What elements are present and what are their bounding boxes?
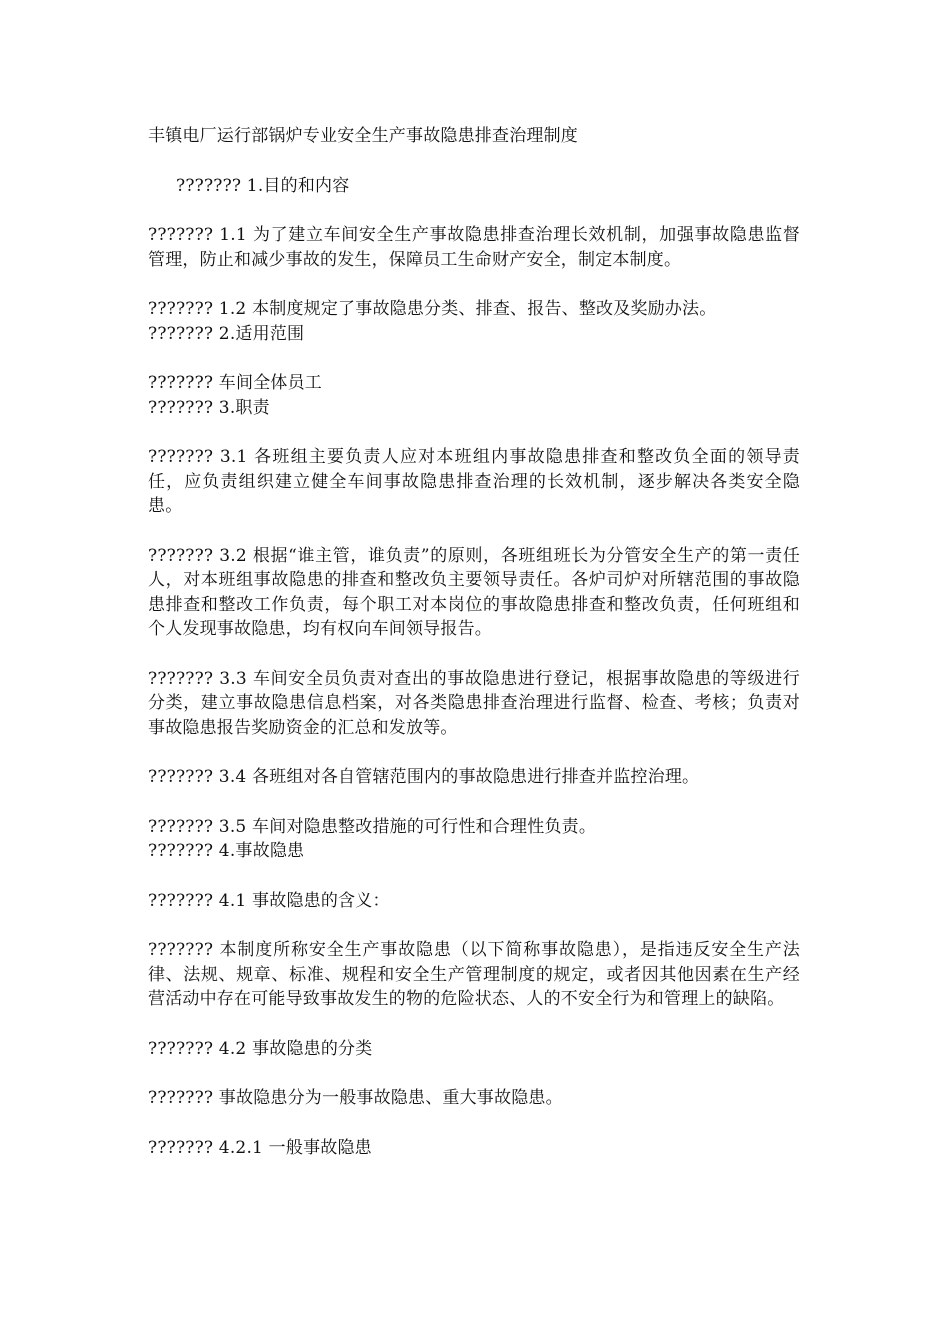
section-heading-1: ??????? 1.目的和内容 [176,175,350,196]
paragraph-4-2-classes: ??????? 事故隐患分为一般事故隐患、重大事故隐患。 [148,1088,563,1108]
paragraph-3-5: ??????? 3.5 车间对隐患整改措施的可行性和合理性负责。 [148,816,597,837]
paragraph-3-1: ??????? 3.1 各班组主要负责人应对本班组内事故隐患排查和整改负全面的领导责任，应负责组织建立健全车间事故隐患排查治理的长效机制，逐步解决各类安全隐患。 [148,447,800,516]
document-title: 丰镇电厂运行部锅炉专业安全生产事故隐患排查治理制度 [148,126,578,146]
section-heading-4: ??????? 4.事故隐患 [148,841,305,861]
paragraph-4-1: ??????? 4.1 事故隐患的含义： [148,890,390,911]
paragraph-4-2-1: ??????? 4.2.1 一般事故隐患 [148,1137,372,1158]
paragraph-1-2: ??????? 1.2 本制度规定了事故隐患分类、排查、报告、整改及奖励办法。 [148,299,717,319]
paragraph-4-1-definition: ??????? 本制度所称安全生产事故隐患（以下简称事故隐患），是指违反安全生产法律、法规、规章、标准、规程和安全生产管理制度的规定，或者因其他因素在生产经营活动中存在可能导致事故发生的物的危险状态、人的不安全行为和管理上的缺陷。 [148,940,800,1009]
paragraph-3-4: ??????? 3.4 各班组对各自管辖范围内的事故隐患进行排查并监控治理。 [148,767,700,787]
paragraph-2-scope: ??????? 车间全体员工 [148,373,323,393]
document-body [148,124,800,1160]
paragraph-3-2: ??????? 3.2 根据“谁主管，谁负责”的原则，各班组班长为分管安全生产的第一责任人，对本班组事故隐患的排查和整改负主要领导责任。各炉司炉对所辖范围的事故隐患排查和整改工作负责，每个职工对本岗位的事故隐患排查和整改负责，任何班组和个人发现事故隐患，均有权向车间领导报告。 [148,545,800,639]
paragraph-4-2: ??????? 4.2 事故隐患的分类 [148,1038,373,1059]
paragraph-3-3: ??????? 3.3 车间安全员负责对查出的事故隐患进行登记，根据事故隐患的等级进行分类，建立事故隐患信息档案，对各类隐患排查治理进行监督、检查、考核；负责对事故隐患报告奖励资金的汇总和发放等。 [148,668,800,738]
section-heading-3: ??????? 3.职责 [148,397,270,418]
section-heading-2: ??????? 2.适用范围 [148,323,305,344]
paragraph-1-1: ??????? 1.1 为了建立车间安全生产事故隐患排查治理长效机制，加强事故隐患监督管理，防止和减少事故的发生，保障员工生命财产安全，制定本制度。 [148,225,800,270]
